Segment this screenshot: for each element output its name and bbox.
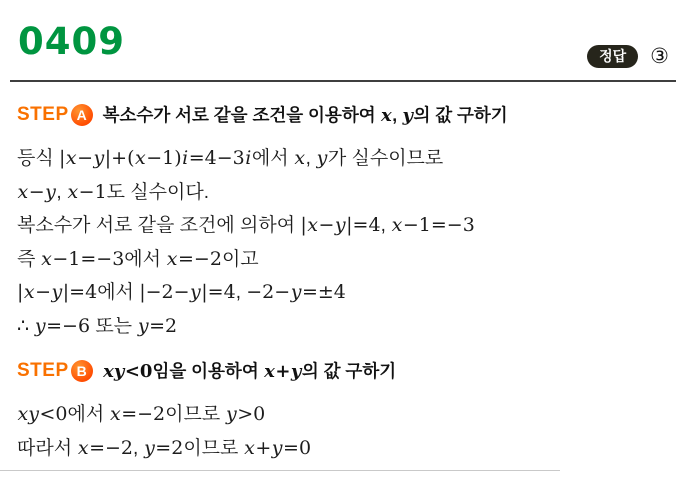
header-divider <box>10 80 676 82</box>
solution-line: 등식 |x−y|+(x−1)i=4−3i에서 x, y가 실수이므로 <box>17 147 444 169</box>
step-b-header <box>17 358 675 383</box>
solution-line: 복소수가 서로 같을 조건에 의하여 |x−y|=4, x−1=−3 <box>17 214 475 236</box>
step-b-section <box>17 358 675 465</box>
solution-line: x−y, x−1도 실수이다. <box>17 180 209 203</box>
step-label: STEP <box>17 103 69 125</box>
answer-row <box>587 44 669 69</box>
answer-value: ③ <box>650 45 669 68</box>
problem-number: 0409 <box>18 20 125 63</box>
bottom-divider <box>0 470 560 471</box>
solution-line: |x−y|=4에서 |−2−y|=4, −2−y=±4 <box>17 281 346 303</box>
step-b-title: xy<0임을 이용하여 x+y의 값 구하기 <box>103 361 397 382</box>
step-b-body <box>17 398 675 465</box>
step-a-title: 복소수가 서로 같을 조건을 이용하여 x, y의 값 구하기 <box>102 105 508 126</box>
solution-line: 즉 x−1=−3에서 x=−2이고 <box>17 247 259 270</box>
step-a-badge-icon: A <box>71 104 93 126</box>
step-b-badge-icon: B <box>71 360 93 382</box>
step-a-header <box>17 102 675 127</box>
step-a-body <box>17 142 675 343</box>
step-label: STEP <box>17 359 69 381</box>
step-a-section <box>17 102 675 343</box>
solution-line: ∴ y=−6 또는 y=2 <box>17 314 178 337</box>
answer-badge: 정답 <box>587 45 638 68</box>
solution-line: 따라서 x=−2, y=2이므로 x+y=0 <box>17 436 312 459</box>
solution-line: xy<0에서 x=−2이므로 y>0 <box>17 403 266 425</box>
